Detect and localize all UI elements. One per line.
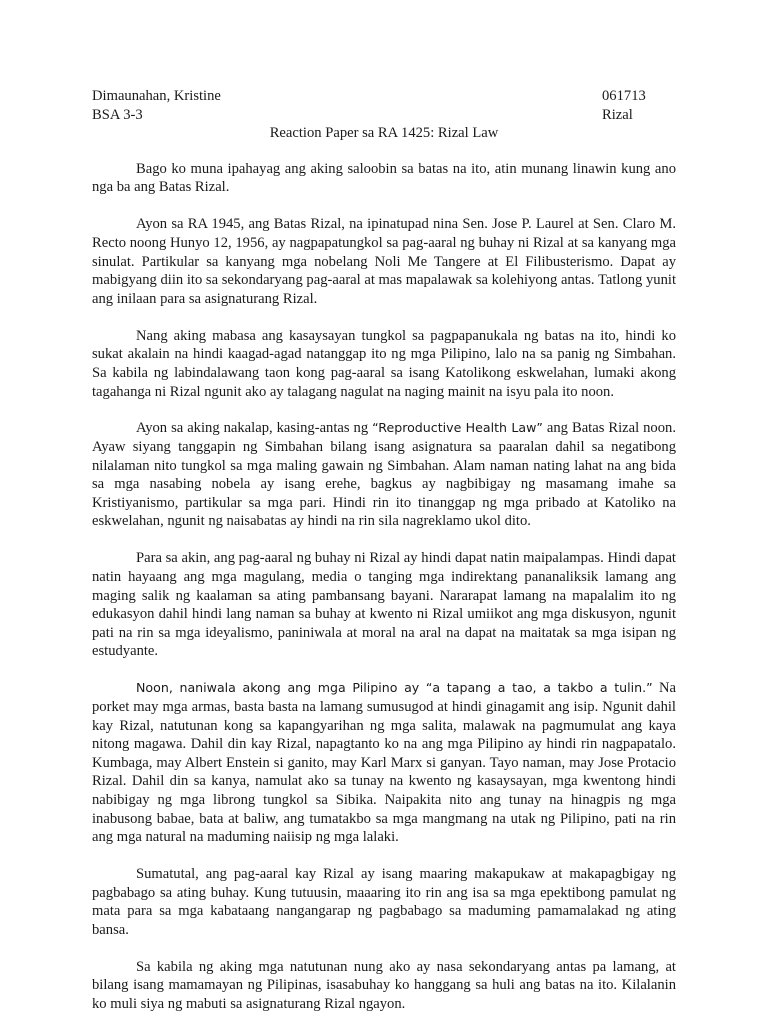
paragraph-lead: Ayon sa aking nakalap, kasing-antas ng bbox=[136, 420, 373, 437]
paragraph-text: Na porket may mga armas, basta basta na lamang sumusugod at hindi ginagamit ang isip. Ngunit dahil kay Rizal, natutunan kong sa kapangyarihan ng mga salita, malawak na pagmumulat ang kaya nitong magawa. Dahil din kay Rizal, napagtanto ko na ang mga Pilipino ay hindi rin nagpapatalo. Kumbaga, may Albert Enstein si ganito, may Karl Marx si ganyan. Tayo naman, may Jose Protacio Rizal. Dahil din sa kanya, namulat ako sa tunay na kwento ng kasaysayan, mga kwentong hindi nabibigay ng mga librong tungkol sa Sibika. Naipakita nito ang tunay na hinagpis ng mga inabusong babae, bata at baliw, ang tumatakbo sa mga mangmang na utak ng Pilipino, pati na rin ang mga natural na maduming naiisip ng mga lalaki. bbox=[92, 680, 676, 846]
paragraph-4 bbox=[92, 419, 676, 531]
paragraph-2 bbox=[92, 215, 676, 308]
quoted-phrase: Noon, naniwala akong ang mga Pilipino ay “a tapang a tao, a takbo a tulin.” bbox=[136, 680, 653, 696]
paragraph-text: Ayon sa RA 1945, ang Batas Rizal, na ipinatupad nina Sen. Jose P. Laurel at Sen. Claro M. Recto noong Hunyo 12, 1956, ay nagpapatungkol sa pag-aaral ng buhay ni Rizal at sa kanyang mga sinulat. Partikular sa kanyang mga nobelang Noli Me Tangere at El Filibusterismo. Dapat ay mabigyang diin ito sa sekondaryang pag-aaral at mas mapalawak sa kolehiyong antas. Tatlong yunit ang inilaan para sa asignaturang Rizal. bbox=[92, 216, 676, 307]
paragraph-8 bbox=[92, 958, 676, 1014]
course-label: Rizal bbox=[602, 106, 633, 123]
quoted-phrase: “Reproductive Health Law” bbox=[372, 420, 543, 436]
paragraph-7 bbox=[92, 865, 676, 939]
paragraph-text: ang Batas Rizal noon. Ayaw siyang tanggapin ng Simbahan bilang isang asignatura sa paaralan dahil sa negatibong nilalaman nito tungkol sa mga maling gawain ng Simbahan. Alam naman nating lahat na ang bida sa mga nasabing nobela ay isang erehe, bagkus ay nagbibigay ng masamang imahe sa Kristiyanismo, partikular sa mga pari. Hindi rin ito tinanggap ng mga pribado at Katoliko na eskwelahan, ngunit ng naisabatas ay hindi na rin sila nagreklamo ukol dito. bbox=[92, 420, 676, 530]
header-row-2 bbox=[92, 106, 676, 125]
paragraph-6 bbox=[92, 679, 676, 846]
paragraph-text: Sa kabila ng aking mga natutunan nung ako ay nasa sekondaryang antas pa lamang, at bilang isang mamamayan ng Pilipinas, isasabuhay ko hanggang sa huli ang batas na ito. Kilalanin ko muli siya ng mabuti sa asignaturang Rizal ngayon. bbox=[92, 958, 676, 1013]
paragraph-5 bbox=[92, 549, 676, 661]
paragraph-text: Bago ko muna ipahayag ang aking saloobin sa batas na ito, atin munang linawin kung ano nga ba ang Batas Rizal. bbox=[92, 160, 676, 196]
paragraph-text: Sumatutal, ang pag-aaral kay Rizal ay isang maaring makapukaw at makapagbigay ng pagbabago sa ating buhay. Kung tutuusin, maaaring ito rin ang isa sa mga epektibong pamulat ng mata para sa mga kabataang nangangarap ng pagbabago sa maduming pamamalakad ng ating bansa. bbox=[92, 866, 676, 938]
paragraph-text: Para sa akin, ang pag-aaral ng buhay ni Rizal ay hindi dapat natin maipalampas. Hindi dapat natin hayaang ang mga magulang, media o tanging mga indirektang pananaliksik lamang ang maging salik ng kaalaman sa ating pambansang bayani. Nararapat lamang na mapalalim ito ng edukasyon dahil hindi lang naman sa buhay at kwento ni Rizal umiikot ang mga diskusyon, ngunit pati na rin sa mga ideyalismo, paniniwala at moral na aral na dapat na maitatak sa mga isipan ng estudyante. bbox=[92, 550, 676, 660]
paragraph-1 bbox=[92, 160, 676, 197]
paragraph-3 bbox=[92, 327, 676, 401]
header-row-1 bbox=[92, 87, 676, 106]
paragraph-text: Nang aking mabasa ang kasaysayan tungkol sa pagpapanukala ng batas na ito, hindi ko sukat akalain na hindi kaagad-agad natanggap ito ng mga Pilipino, lalo na sa panig ng Simbahan. Sa kabila ng labindalawang taon kong pag-aaral sa isang Katolikong eskwelahan, lumaki akong tagahanga ni Rizal ngunit ako ay talagang nagulat na naging mainit na isyu pala ito noon. bbox=[92, 327, 676, 400]
paper-title: Reaction Paper sa RA 1425: Rizal Law bbox=[269, 125, 499, 142]
id-number: 061713 bbox=[602, 88, 646, 104]
section-label: BSA 3-3 bbox=[92, 106, 143, 123]
document-page bbox=[92, 87, 676, 1014]
author-name: Dimaunahan, Kristine bbox=[92, 88, 221, 104]
